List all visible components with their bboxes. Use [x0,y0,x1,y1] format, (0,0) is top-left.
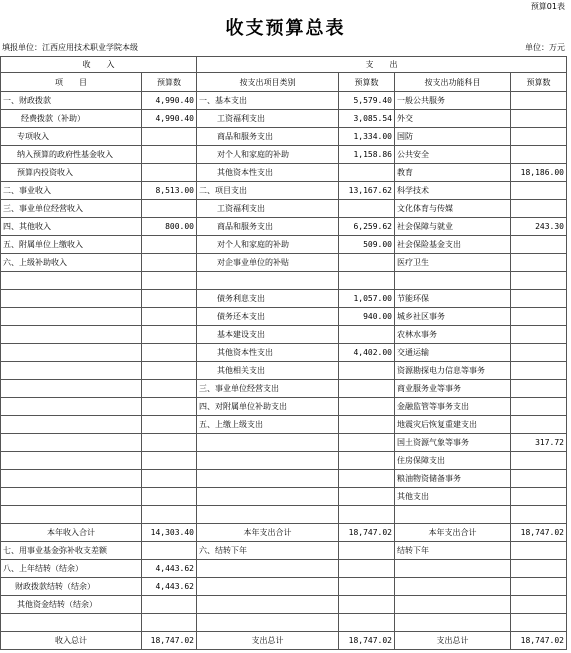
expense-item: 四、对附属单位补助支出 [197,398,339,416]
expense-item [197,614,339,632]
expense-amount: 3,085.54 [339,110,395,128]
income-amount [142,290,197,308]
income-item: 一、财政拨款 [1,92,142,110]
table-row [1,182,567,200]
income-item [1,488,142,506]
func-amount [511,506,567,524]
income-amount [142,452,197,470]
income-item [1,416,142,434]
expense-item: 债务还本支出 [197,308,339,326]
func-amount: 18,186.00 [511,164,567,182]
income-amount: 800.00 [142,218,197,236]
income-grand-total-amount: 18,747.02 [142,632,197,650]
expense-item: 二、项目支出 [197,182,339,200]
expense-amount [339,416,395,434]
income-item [1,344,142,362]
func-item: 地震灾后恢复重建支出 [395,416,511,434]
income-item [1,326,142,344]
income-amount: 4,443.62 [142,578,197,596]
table-row [1,614,567,632]
page-title: 收支预算总表 [225,18,346,39]
col-header-item: 项 目 [1,73,142,92]
table-row [1,200,567,218]
income-amount [142,146,197,164]
income-amount: 8,513.00 [142,182,197,200]
func-amount [511,470,567,488]
expense-item [197,452,339,470]
income-item: 三、事业单位经营收入 [1,200,142,218]
table-row [1,506,567,524]
expense-item: 其他资本性支出 [197,344,339,362]
income-item: 五、附属单位上缴收入 [1,236,142,254]
func-amount [511,146,567,164]
func-amount [511,488,567,506]
func-amount [511,452,567,470]
table-row [1,254,567,272]
expense-item [197,470,339,488]
func-item: 住房保障支出 [395,452,511,470]
expense-amount: 4,402.00 [339,344,395,362]
income-amount [142,488,197,506]
grand-total-row [1,632,567,650]
income-amount [142,164,197,182]
func-item [395,506,511,524]
expense-item [197,506,339,524]
currency-unit: 单位：万元 [525,43,565,52]
func-item: 节能环保 [395,290,511,308]
expense-amount [339,596,395,614]
income-item [1,380,142,398]
expense-item: 其他资本性支出 [197,164,339,182]
income-item: 预算内投资收入 [1,164,142,182]
func-item: 粮油物资储备事务 [395,470,511,488]
expense-item: 商品和服务支出 [197,218,339,236]
func-amount [511,596,567,614]
expense-item [197,578,339,596]
totals-row [1,524,567,542]
func-item: 资源勘探电力信息等事务 [395,362,511,380]
func-item: 国土资源气象等事务 [395,434,511,452]
expense-amount [339,506,395,524]
func-total-label: 本年支出合计 [395,524,511,542]
income-item [1,272,142,290]
table-row [1,596,567,614]
func-item: 农林水事务 [395,326,511,344]
func-item [395,614,511,632]
budget-table [0,56,567,650]
func-item: 商业服务业等事务 [395,380,511,398]
income-amount: 4,990.40 [142,110,197,128]
col-header-econ-category: 按支出项目类别 [197,73,339,92]
income-item: 财政拨款结转（结余） [1,578,142,596]
func-amount [511,326,567,344]
expense-amount [339,434,395,452]
column-header-row [1,73,567,92]
table-row [1,128,567,146]
expense-item: 工资福利支出 [197,110,339,128]
expense-amount: 1,158.86 [339,146,395,164]
income-amount [142,434,197,452]
expense-total-label: 本年支出合计 [197,524,339,542]
col-header-budget-econ: 预算数 [339,73,395,92]
expense-item: 六、结转下年 [197,542,339,560]
income-grand-total-label: 收入总计 [1,632,142,650]
func-grand-total-amount: 18,747.02 [511,632,567,650]
func-item: 结转下年 [395,542,511,560]
income-item [1,434,142,452]
func-item: 社会保障与就业 [395,218,511,236]
expense-item: 五、上缴上级支出 [197,416,339,434]
expense-item [197,596,339,614]
income-amount [142,236,197,254]
func-amount [511,128,567,146]
table-row [1,290,567,308]
func-amount [511,362,567,380]
func-item: 科学技术 [395,182,511,200]
expense-amount [339,578,395,596]
expense-amount [339,470,395,488]
func-item: 金融监管等事务支出 [395,398,511,416]
func-item [395,578,511,596]
table-row [1,398,567,416]
table-row [1,416,567,434]
func-amount [511,416,567,434]
income-item [1,452,142,470]
income-amount [142,200,197,218]
income-amount [142,128,197,146]
table-row [1,434,567,452]
expense-item [197,560,339,578]
func-item: 外交 [395,110,511,128]
table-row [1,380,567,398]
section-header-row [1,57,567,73]
income-amount [142,344,197,362]
table-row [1,344,567,362]
income-total-label: 本年收入合计 [1,524,142,542]
income-amount [142,542,197,560]
expense-item [197,434,339,452]
expense-total-amount: 18,747.02 [339,524,395,542]
func-item: 医疗卫生 [395,254,511,272]
income-item [1,362,142,380]
expense-amount: 940.00 [339,308,395,326]
income-total-amount: 14,303.40 [142,524,197,542]
table-row [1,578,567,596]
income-amount [142,614,197,632]
expense-amount [339,272,395,290]
expense-amount [339,560,395,578]
func-amount: 243.30 [511,218,567,236]
col-header-budget-func: 预算数 [511,73,567,92]
func-amount [511,92,567,110]
func-item [395,272,511,290]
income-item [1,506,142,524]
expense-item [197,272,339,290]
income-item: 经费拨款（补助） [1,110,142,128]
income-item: 专项收入 [1,128,142,146]
form-code: 预算01表 [530,2,565,11]
table-row [1,542,567,560]
income-amount [142,470,197,488]
func-amount [511,560,567,578]
func-amount [511,182,567,200]
func-item: 其他支出 [395,488,511,506]
table-row [1,326,567,344]
func-amount [511,110,567,128]
func-amount [511,380,567,398]
func-item: 文化体育与传媒 [395,200,511,218]
expense-grand-total-label: 支出总计 [197,632,339,650]
table-row [1,452,567,470]
table-row [1,164,567,182]
expense-amount: 5,579.40 [339,92,395,110]
income-amount [142,380,197,398]
income-amount: 4,443.62 [142,560,197,578]
income-section-header: 收 入 [1,57,197,73]
expense-amount: 6,259.62 [339,218,395,236]
income-item [1,398,142,416]
expense-amount [339,542,395,560]
col-header-func-category: 按支出功能科目 [395,73,511,92]
income-amount: 4,990.40 [142,92,197,110]
func-amount [511,236,567,254]
expense-item: 基本建设支出 [197,326,339,344]
expense-amount [339,488,395,506]
expense-amount: 1,057.00 [339,290,395,308]
expense-item: 其他相关支出 [197,362,339,380]
expense-item [197,488,339,506]
expense-amount [339,398,395,416]
func-item: 教育 [395,164,511,182]
income-item: 八、上年结转（结余） [1,560,142,578]
func-total-amount: 18,747.02 [511,524,567,542]
expense-amount [339,614,395,632]
func-item [395,560,511,578]
expense-item: 对企事业单位的补贴 [197,254,339,272]
expense-section-header: 支 出 [197,57,567,73]
income-item [1,614,142,632]
income-item: 四、其他收入 [1,218,142,236]
income-amount [142,362,197,380]
func-item: 交通运输 [395,344,511,362]
table-row [1,470,567,488]
func-item: 社会保险基金支出 [395,236,511,254]
expense-item: 三、事业单位经营支出 [197,380,339,398]
func-amount [511,200,567,218]
func-item: 一般公共服务 [395,92,511,110]
func-amount [511,272,567,290]
expense-item: 一、基本支出 [197,92,339,110]
func-amount [511,614,567,632]
income-amount [142,308,197,326]
expense-amount [339,326,395,344]
income-amount [142,326,197,344]
income-amount [142,272,197,290]
expense-amount: 1,334.00 [339,128,395,146]
expense-item: 债务利息支出 [197,290,339,308]
table-row [1,218,567,236]
table-row [1,362,567,380]
income-amount [142,506,197,524]
table-row [1,92,567,110]
func-amount [511,542,567,560]
income-amount [142,416,197,434]
income-item: 其他资金结转（结余） [1,596,142,614]
expense-amount [339,452,395,470]
func-item: 城乡社区事务 [395,308,511,326]
income-amount [142,398,197,416]
expense-amount: 13,167.62 [339,182,395,200]
income-item: 七、用事业基金弥补收支差额 [1,542,142,560]
table-row [1,110,567,128]
func-item: 国防 [395,128,511,146]
expense-amount [339,254,395,272]
income-item [1,290,142,308]
expense-item: 工资福利支出 [197,200,339,218]
income-item: 六、上级补助收入 [1,254,142,272]
table-row [1,308,567,326]
func-amount [511,290,567,308]
income-item [1,308,142,326]
income-item: 纳入预算的政府性基金收入 [1,146,142,164]
func-item: 公共安全 [395,146,511,164]
table-row [1,146,567,164]
income-amount [142,254,197,272]
table-row [1,488,567,506]
income-item [1,470,142,488]
reporting-unit: 填报单位：江西应用技术职业学院本级 [2,43,138,52]
func-amount [511,578,567,596]
col-header-budget-income: 预算数 [142,73,197,92]
func-amount [511,398,567,416]
expense-amount [339,200,395,218]
expense-amount [339,380,395,398]
expense-item: 对个人和家庭的补助 [197,146,339,164]
func-item [395,596,511,614]
expense-item: 商品和服务支出 [197,128,339,146]
table-row [1,560,567,578]
income-item: 二、事业收入 [1,182,142,200]
expense-item: 对个人和家庭的补助 [197,236,339,254]
expense-amount [339,362,395,380]
table-row [1,236,567,254]
func-amount: 317.72 [511,434,567,452]
table-row [1,272,567,290]
expense-amount [339,164,395,182]
expense-grand-total-amount: 18,747.02 [339,632,395,650]
func-amount [511,308,567,326]
expense-amount: 509.00 [339,236,395,254]
func-amount [511,344,567,362]
func-amount [511,254,567,272]
func-grand-total-label: 支出总计 [395,632,511,650]
income-amount [142,596,197,614]
